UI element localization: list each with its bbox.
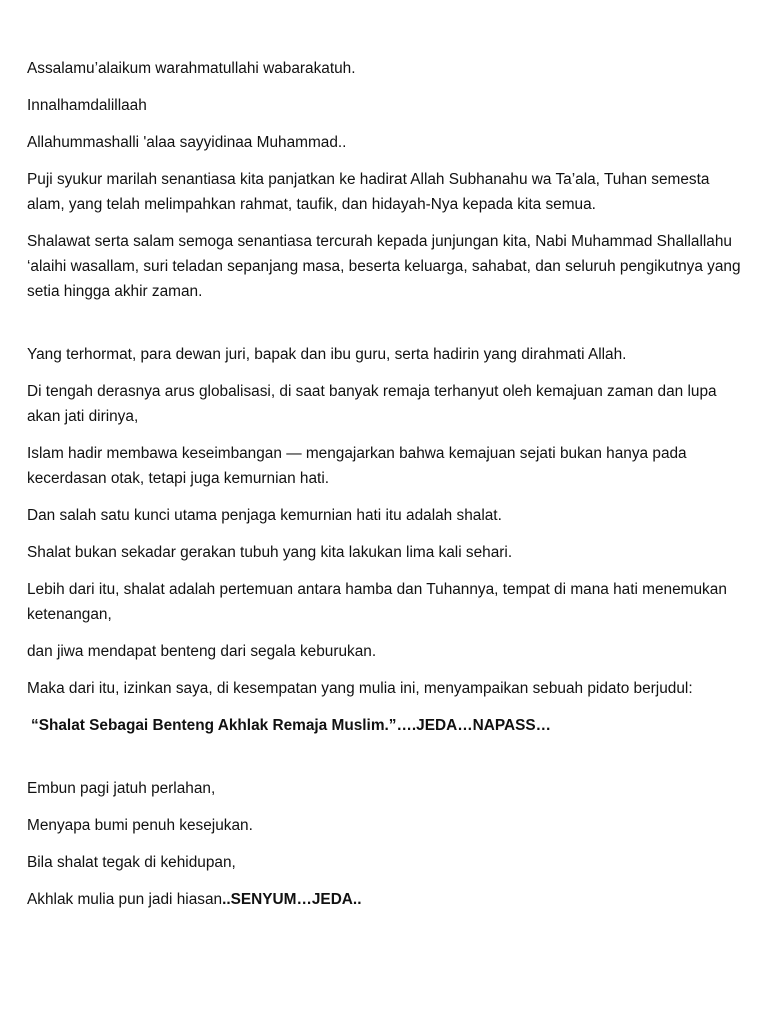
pantun-line-3: Bila shalat tegak di kehidupan,	[27, 854, 236, 871]
pantun-line-2: Menyapa bumi penuh kesejukan.	[27, 817, 253, 834]
pantun-line-4	[27, 887, 747, 912]
balance-paragraph: Islam hadir membawa keseimbangan — mengajarkan bahwa kemajuan sejati bukan hanya pada kecerdasan otak, tetapi juga kemurnian hati.	[27, 445, 687, 487]
title-announcement: Maka dari itu, izinkan saya, di kesempatan yang mulia ini, menyampaikan sebuah pidato berjudul:	[27, 680, 693, 697]
pantun-line-1: Embun pagi jatuh perlahan,	[27, 780, 216, 797]
speech-title: “Shalat Sebagai Benteng Akhlak Remaja Muslim.”….JEDA…NAPASS…	[31, 717, 551, 734]
stage-cue: ..SENYUM…JEDA..	[222, 891, 362, 908]
audience-greeting: Yang terhormat, para dewan juri, bapak dan ibu guru, serta hadirin yang dirahmati Allah.	[27, 346, 627, 363]
speech-document	[27, 56, 747, 924]
shalawat-short-line: Allahummashalli 'alaa sayyidinaa Muhammad..	[27, 134, 347, 151]
greeting-line: Assalamu’alaikum warahmatullahi wabarakatuh.	[27, 60, 356, 77]
meeting-paragraph: Lebih dari itu, shalat adalah pertemuan antara hamba dan Tuhannya, tempat di mana hati menemukan ketenangan,	[27, 581, 727, 623]
fortress-paragraph: dan jiwa mendapat benteng dari segala keburukan.	[27, 643, 377, 660]
paragraph-gap	[27, 750, 747, 776]
hamdalah-line: Innalhamdalillaah	[27, 97, 147, 114]
globalization-paragraph: Di tengah derasnya arus globalisasi, di saat banyak remaja terhanyut oleh kemajuan zaman dan lupa akan jati dirinya,	[27, 383, 717, 425]
prayer-movement-paragraph: Shalat bukan sekadar gerakan tubuh yang kita lakukan lima kali sehari.	[27, 544, 513, 561]
gratitude-paragraph: Puji syukur marilah senantiasa kita panjatkan ke hadirat Allah Subhanahu wa Ta’ala, Tuhan semesta alam, yang telah melimpahkan rahmat, taufik, dan hidayah-Nya kepada kita semua.	[27, 171, 710, 213]
shalawat-paragraph: Shalawat serta salam semoga senantiasa tercurah kepada junjungan kita, Nabi Muhammad Shallallahu ‘alaihi wasallam, suri teladan sepanjang masa, beserta keluarga, sahabat, dan seluruh pengikutnya yang setia hingga akhir zaman.	[27, 233, 741, 300]
paragraph-gap	[27, 316, 747, 342]
key-paragraph: Dan salah satu kunci utama penjaga kemurnian hati itu adalah shalat.	[27, 507, 502, 524]
pantun-line-4-text: Akhlak mulia pun jadi hiasan	[27, 891, 223, 908]
